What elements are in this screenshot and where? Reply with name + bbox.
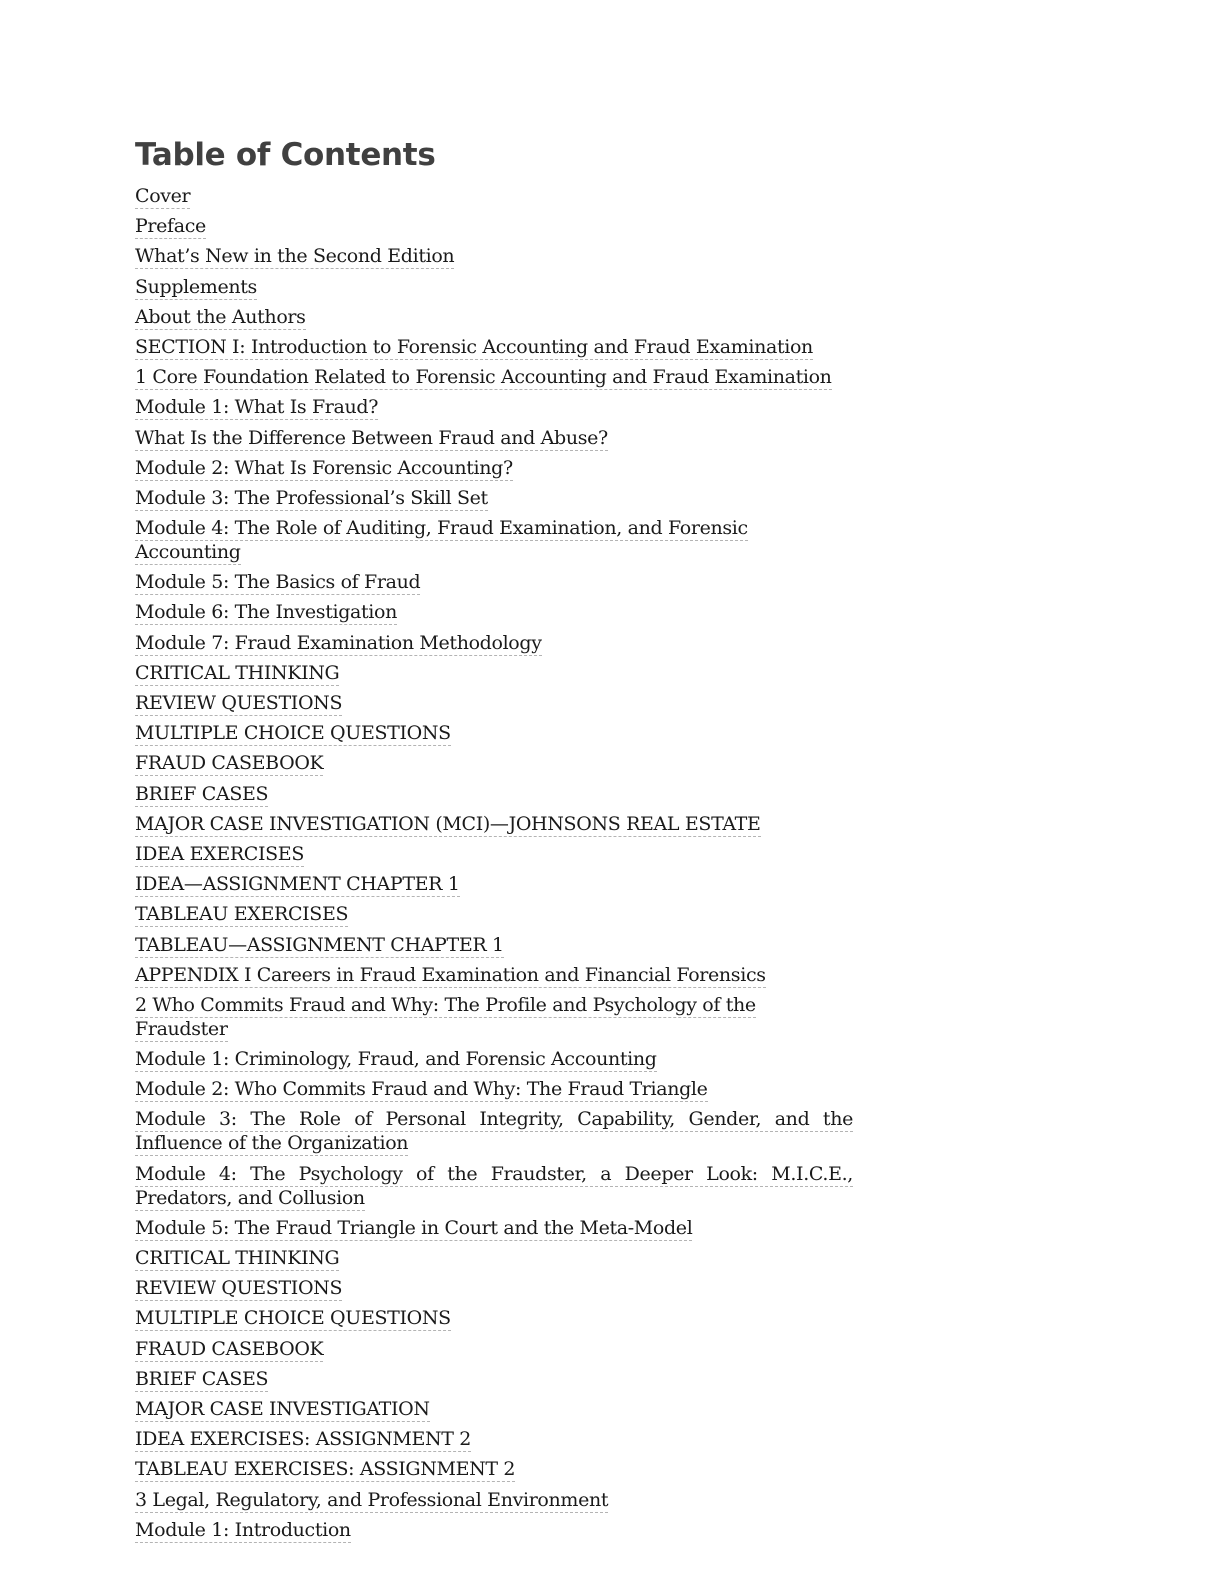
toc-entry <box>135 305 853 329</box>
toc-entry <box>135 1216 853 1240</box>
toc-link-ch1-brief-cases[interactable]: BRIEF CASES <box>135 782 269 805</box>
toc-entry <box>135 1427 853 1451</box>
toc-link-preface[interactable]: Preface <box>135 215 206 238</box>
toc-link-ch1-review-questions[interactable]: REVIEW QUESTIONS <box>135 692 343 714</box>
toc-entry <box>135 993 853 1041</box>
toc-entry <box>135 1162 853 1210</box>
toc-entry <box>135 600 853 624</box>
toc-link-supplements[interactable]: Supplements <box>135 275 257 298</box>
toc-link-ch1-idea-assignment[interactable]: IDEA—ASSIGNMENT CHAPTER 1 <box>135 873 460 896</box>
toc-title: Table of Contents <box>135 137 436 173</box>
toc-link-ch1-multiple-choice[interactable]: MULTIPLE CHOICE QUESTIONS <box>135 722 451 745</box>
toc-entry <box>135 782 853 806</box>
toc-link-ch2-module-1[interactable]: Module 1: Criminology, Fraud, and Forensic Accounting <box>135 1048 657 1071</box>
toc-link-cover[interactable]: Cover <box>135 185 191 207</box>
toc-link-ch2-idea-exercises[interactable]: IDEA EXERCISES: ASSIGNMENT 2 <box>135 1428 472 1451</box>
toc-link-chapter-1[interactable]: 1 Core Foundation Related to Forensic Accounting and Fraud Examination <box>135 366 832 389</box>
toc-entry <box>135 335 853 359</box>
toc-link-ch1-module-3[interactable]: Module 3: The Professional’s Skill Set <box>135 486 488 509</box>
toc-link-ch3-module-1[interactable]: Module 1: Introduction <box>135 1518 351 1541</box>
toc-link-ch1-tableau-assignment[interactable]: TABLEAU—ASSIGNMENT CHAPTER 1 <box>135 933 504 956</box>
toc-link-ch1-fraud-vs-abuse[interactable]: What Is the Difference Between Fraud and Abuse? <box>135 426 608 449</box>
toc-entry <box>135 244 853 268</box>
toc-link-ch1-fraud-casebook[interactable]: FRAUD CASEBOOK <box>135 752 324 775</box>
toc-entry <box>135 1367 853 1391</box>
toc-entry <box>135 365 853 389</box>
toc-entry <box>135 1306 853 1330</box>
toc-entry <box>135 1457 853 1481</box>
toc-link-ch2-fraud-casebook[interactable]: FRAUD CASEBOOK <box>135 1337 324 1360</box>
toc-link-ch2-module-4[interactable]: Module 4: The Psychology of the Fraudster, a Deeper Look: M.I.C.E., Predators, and Collusion <box>135 1162 853 1209</box>
toc-link-ch1-major-case[interactable]: MAJOR CASE INVESTIGATION (MCI)—JOHNSONS REAL ESTATE <box>135 812 761 835</box>
toc-list <box>135 184 853 1542</box>
toc-entry <box>135 1107 853 1155</box>
toc-link-ch1-tableau-exercises[interactable]: TABLEAU EXERCISES <box>135 903 349 926</box>
toc-link-ch2-module-2[interactable]: Module 2: Who Commits Fraud and Why: The Fraud Triangle <box>135 1078 708 1101</box>
toc-entry <box>135 812 853 836</box>
toc-entry <box>135 1337 853 1361</box>
toc-link-ch2-multiple-choice[interactable]: MULTIPLE CHOICE QUESTIONS <box>135 1307 451 1330</box>
toc-link-chapter-3[interactable]: 3 Legal, Regulatory, and Professional Environment <box>135 1488 609 1511</box>
toc-entry <box>135 214 853 238</box>
toc-link-ch2-module-3[interactable]: Module 3: The Role of Personal Integrity, Capability, Gender, and the Influence of the Organization <box>135 1108 853 1155</box>
toc-entry <box>135 1518 853 1542</box>
toc-page <box>135 134 853 1548</box>
toc-entry <box>135 1246 853 1270</box>
toc-entry <box>135 1077 853 1101</box>
toc-entry <box>135 751 853 775</box>
toc-link-ch2-tableau-exercises[interactable]: TABLEAU EXERCISES: ASSIGNMENT 2 <box>135 1458 516 1481</box>
toc-entry <box>135 184 853 208</box>
toc-entry <box>135 1047 853 1071</box>
toc-entry <box>135 631 853 655</box>
toc-entry <box>135 721 853 745</box>
toc-entry <box>135 570 853 594</box>
toc-link-whats-new[interactable]: What’s New in the Second Edition <box>135 245 455 268</box>
toc-entry <box>135 933 853 957</box>
toc-link-section-1[interactable]: SECTION I: Introduction to Forensic Accounting and Fraud Examination <box>135 335 813 358</box>
toc-link-ch1-module-1[interactable]: Module 1: What Is Fraud? <box>135 396 379 419</box>
toc-entry <box>135 275 853 299</box>
toc-link-ch1-module-4[interactable]: Module 4: The Role of Auditing, Fraud Examination, and Forensic Accounting <box>135 517 748 564</box>
toc-link-ch1-module-5[interactable]: Module 5: The Basics of Fraud <box>135 571 421 594</box>
toc-entry <box>135 1276 853 1300</box>
toc-link-ch2-module-5[interactable]: Module 5: The Fraud Triangle in Court and the Meta-Model <box>135 1216 693 1239</box>
toc-link-ch1-module-6[interactable]: Module 6: The Investigation <box>135 601 397 624</box>
toc-entry <box>135 691 853 715</box>
toc-entry <box>135 842 853 866</box>
toc-link-ch1-critical-thinking[interactable]: CRITICAL THINKING <box>135 661 340 684</box>
toc-link-about-authors[interactable]: About the Authors <box>135 305 306 328</box>
toc-link-ch1-module-7[interactable]: Module 7: Fraud Examination Methodology <box>135 631 542 654</box>
toc-link-appendix-1[interactable]: APPENDIX I Careers in Fraud Examination and Financial Forensics <box>135 963 766 986</box>
toc-entry <box>135 1397 853 1421</box>
toc-entry <box>135 1488 853 1512</box>
toc-entry <box>135 872 853 896</box>
toc-link-ch2-critical-thinking[interactable]: CRITICAL THINKING <box>135 1247 340 1269</box>
toc-link-ch1-module-2[interactable]: Module 2: What Is Forensic Accounting? <box>135 456 513 479</box>
toc-entry <box>135 486 853 510</box>
toc-link-chapter-2[interactable]: 2 Who Commits Fraud and Why: The Profile and Psychology of the Fraudster <box>135 993 756 1040</box>
toc-entry <box>135 516 853 564</box>
toc-link-ch2-major-case[interactable]: MAJOR CASE INVESTIGATION <box>135 1397 430 1420</box>
toc-link-ch2-review-questions[interactable]: REVIEW QUESTIONS <box>135 1277 343 1300</box>
toc-entry <box>135 456 853 480</box>
toc-entry <box>135 395 853 419</box>
toc-entry <box>135 426 853 450</box>
toc-link-ch2-brief-cases[interactable]: BRIEF CASES <box>135 1367 269 1390</box>
toc-entry <box>135 661 853 685</box>
toc-entry <box>135 963 853 987</box>
toc-entry <box>135 902 853 926</box>
toc-link-ch1-idea-exercises[interactable]: IDEA EXERCISES <box>135 842 304 865</box>
